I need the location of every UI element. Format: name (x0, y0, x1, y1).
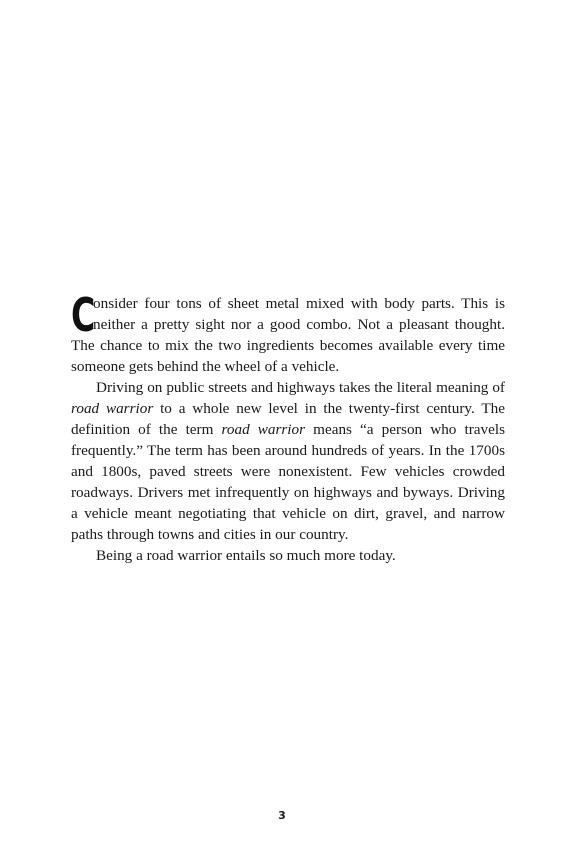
italic-term-1: road warrior (71, 400, 154, 417)
drop-cap: C (71, 288, 96, 342)
page-number: 3 (278, 809, 286, 822)
paragraph-3: Being a road warrior entails so much more today. (96, 547, 396, 564)
paragraph-2-part-3: means “a person who travels frequently.” The term has been around hundreds of years. In the 1700s and 1800s, paved streets were nonexistent. Few vehicles crowded roadways. Drivers met infrequently on highways and byways. Driving a vehicle meant negotiating that vehicle on dirt, gravel, and narrow paths through towns and cities in our country. (71, 421, 505, 543)
paragraph-1 (71, 288, 505, 377)
paragraph-1-text: onsider four tons of sheet metal mixed with body parts. This is neither a pretty sight nor a good combo. Not a pleasant thought. The chance to mix the two ingredients becomes available every time someone gets behind the wheel of a vehicle. (71, 295, 505, 375)
body-text (71, 288, 505, 566)
paragraph-2 (71, 377, 505, 545)
italic-term-2: road warrior (221, 421, 306, 438)
paragraph-2-part-2: to a whole new level in the twenty-first century. The definition of the term (71, 400, 505, 438)
paragraph-2-part-1: Driving on public streets and highways takes the literal meaning of (96, 379, 505, 396)
